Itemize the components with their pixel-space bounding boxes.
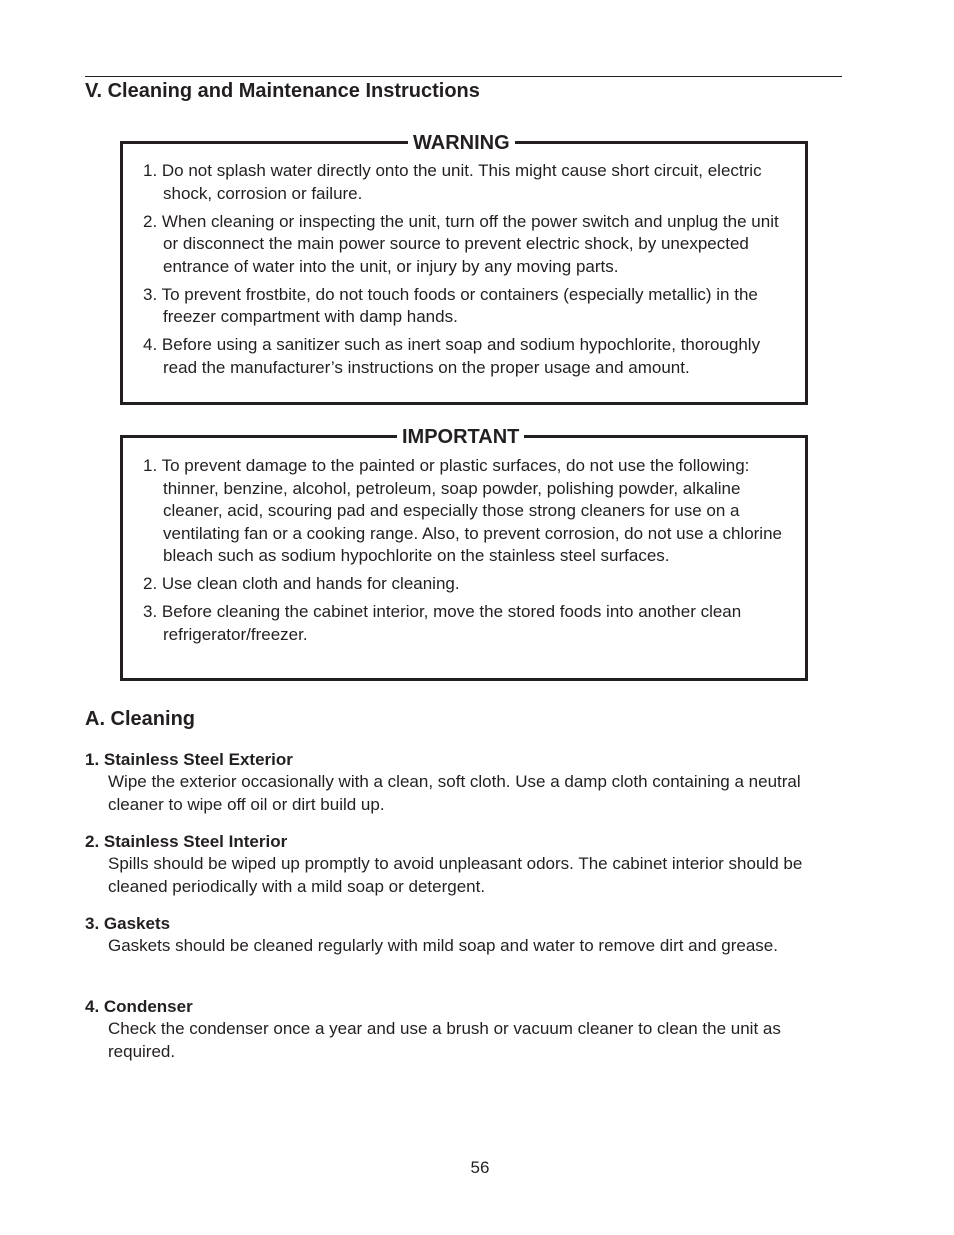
cleaning-item-body: Spills should be wiped up promptly to avoid unpleasant odors. The cabinet interior should be cleaned periodically with a mild soap or detergent. <box>108 854 803 896</box>
cleaning-item <box>85 996 835 1063</box>
cleaning-title: A. Cleaning <box>85 708 196 730</box>
important-label: IMPORTANT <box>397 425 524 449</box>
cleaning-item-body: Gaskets should be cleaned regularly with mild soap and water to remove dirt and grease. <box>108 936 778 955</box>
important-box <box>120 426 808 681</box>
cleaning-item-title: 4. Condenser <box>85 997 193 1016</box>
cleaning-item-title: 3. Gaskets <box>85 914 171 933</box>
warning-item: 3. To prevent frostbite, do not touch foods or containers (especially metallic) in the freezer compartment with damp hands. <box>143 284 758 326</box>
warning-label: WARNING <box>408 131 515 155</box>
section-title: V. Cleaning and Maintenance Instructions <box>85 80 480 102</box>
cleaning-item <box>85 913 835 958</box>
cleaning-item <box>85 831 835 898</box>
cleaning-item-body: Wipe the exterior occasionally with a clean, soft cloth. Use a damp cloth containing a neutral cleaner to wipe off oil or dirt build up. <box>108 772 801 814</box>
warning-item: 4. Before using a sanitizer such as inert soap and sodium hypochlorite, thoroughly read the manufacturer’s instructions on the proper usage and amount. <box>143 335 761 377</box>
page-number: 56 <box>470 1158 490 1177</box>
header-rule <box>85 76 842 77</box>
important-item: 1. To prevent damage to the painted or plastic surfaces, do not use the following: thinner, benzine, alcohol, petroleum, soap powder, polishing powder, alkaline cleaner, acid, scouring pad and especially those strong cleaners for use on a ventilating fan or a cooking range. Also, to prevent corrosion, do not use a chlorine bleach such as sodium hypochlorite on the stainless steel surfaces. <box>143 456 782 565</box>
cleaning-item-title: 1. Stainless Steel Exterior <box>85 750 293 769</box>
important-item: 2. Use clean cloth and hands for cleaning. <box>143 574 460 593</box>
cleaning-item <box>85 749 835 816</box>
important-item: 3. Before cleaning the cabinet interior, move the stored foods into another clean refrigerator/freezer. <box>143 602 742 644</box>
warning-item: 2. When cleaning or inspecting the unit, turn off the power switch and unplug the unit or disconnect the main power source to prevent electric shock, by unexpected entrance of water into the unit, or injury by any moving parts. <box>143 211 779 276</box>
important-list <box>143 455 785 652</box>
cleaning-item-body: Check the condenser once a year and use a brush or vacuum cleaner to clean the unit as required. <box>108 1019 781 1061</box>
warning-box <box>120 132 808 405</box>
warning-item: 1. Do not splash water directly onto the unit. This might cause short circuit, electric shock, corrosion or failure. <box>143 161 762 203</box>
warning-list <box>143 160 785 385</box>
cleaning-item-title: 2. Stainless Steel Interior <box>85 832 288 851</box>
